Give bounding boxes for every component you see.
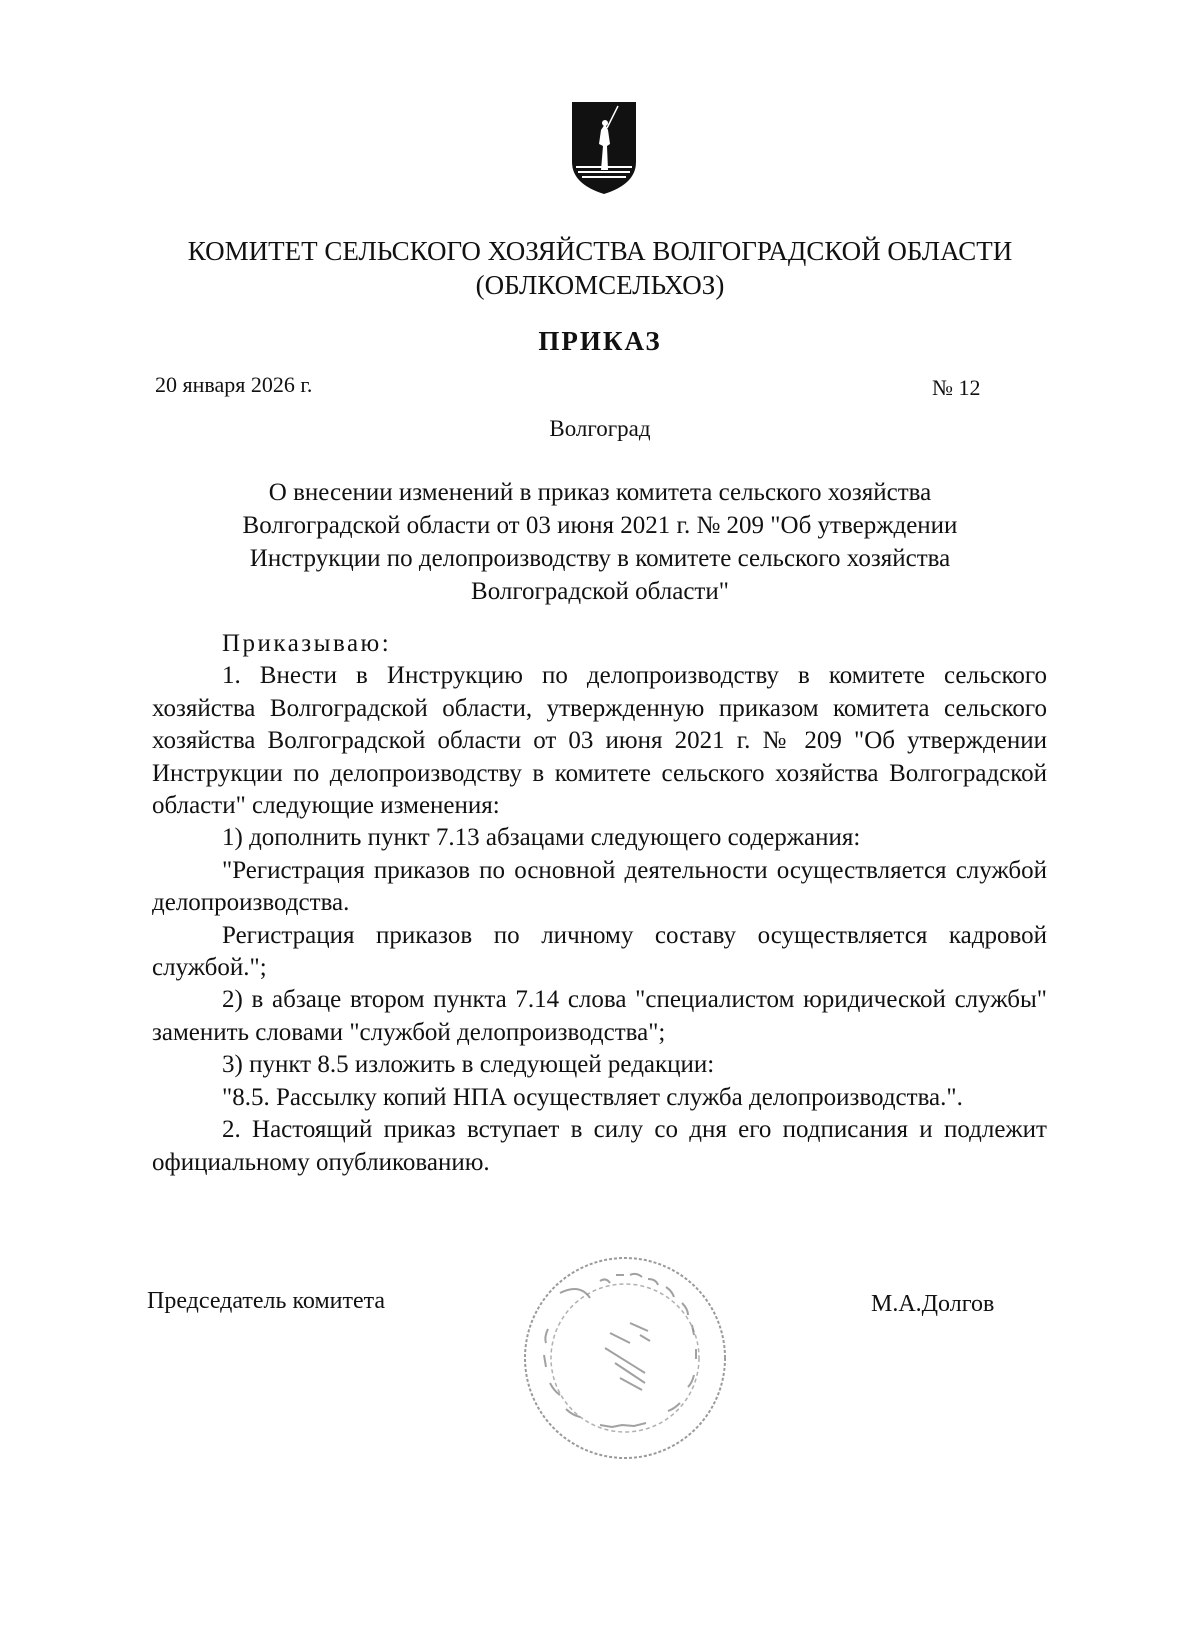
signatory-name: М.А.Долгов [871,1291,995,1317]
document-number: № 12 [932,375,981,400]
body-paragraph: 2) в абзаце втором пункта 7.14 слова "специалистом юридической службы" заменить словами "службой делопроизводства"; [152,986,1047,1046]
official-seal-icon [520,1253,730,1463]
order-lead: Приказываю: [222,630,392,657]
organization-name: КОМИТЕТ СЕЛЬСКОГО ХОЗЯЙСТВА ВОЛГОГРАДСКОЙ ОБЛАСТИ [187,236,1013,266]
document-city: Волгоград [549,416,651,441]
document-type-title: ПРИКАЗ [538,326,662,356]
body-paragraph: 3) пункт 8.5 изложить в следующей редакции: [222,1051,715,1079]
organization-short-name: (ОБЛКОМСЕЛЬХОЗ) [475,270,725,300]
body-paragraph: Регистрация приказов по личному составу осуществляется кадровой службой."; [152,921,1047,982]
body-paragraph: 1. Внести в Инструкцию по делопроизводству в комитете сельского хозяйства Волгоградской области, утвержденную приказом комитета сельского хозяйства Волгоградской области от 03 июня 2021 г. № 209 "Об утверждении Инструкции по делопроизводству в комитете сельского хозяйства Волгоградской области" следующие изменения: [152,662,1047,820]
subject-line: Инструкции по делопроизводству в комитете сельского хозяйства [249,545,951,572]
subject-line: Волгоградской области от 03 июня 2021 г. № 209 "Об утверждении [242,512,958,539]
subject-line: Волгоградской области" [471,578,729,605]
volgograd-emblem-icon [570,100,638,196]
document-body [152,628,1047,1179]
signatory-position: Председатель комитета [147,1288,386,1314]
document-date: 20 января 2026 г. [155,372,313,397]
body-paragraph: "8.5. Рассылку копий НПА осуществляет служба делопроизводства.". [222,1083,963,1111]
body-paragraph: 2. Настоящий приказ вступает в силу со дня его подписания и подлежит официальному опубликованию. [152,1116,1047,1176]
document-subject [180,476,1020,608]
body-paragraph: "Регистрация приказов по основной деятельности осуществляется службой делопроизводства. [152,856,1047,917]
subject-line: О внесении изменений в приказ комитета сельского хозяйства [268,479,932,506]
body-paragraph: 1) дополнить пункт 7.13 абзацами следующего содержания: [222,824,861,852]
